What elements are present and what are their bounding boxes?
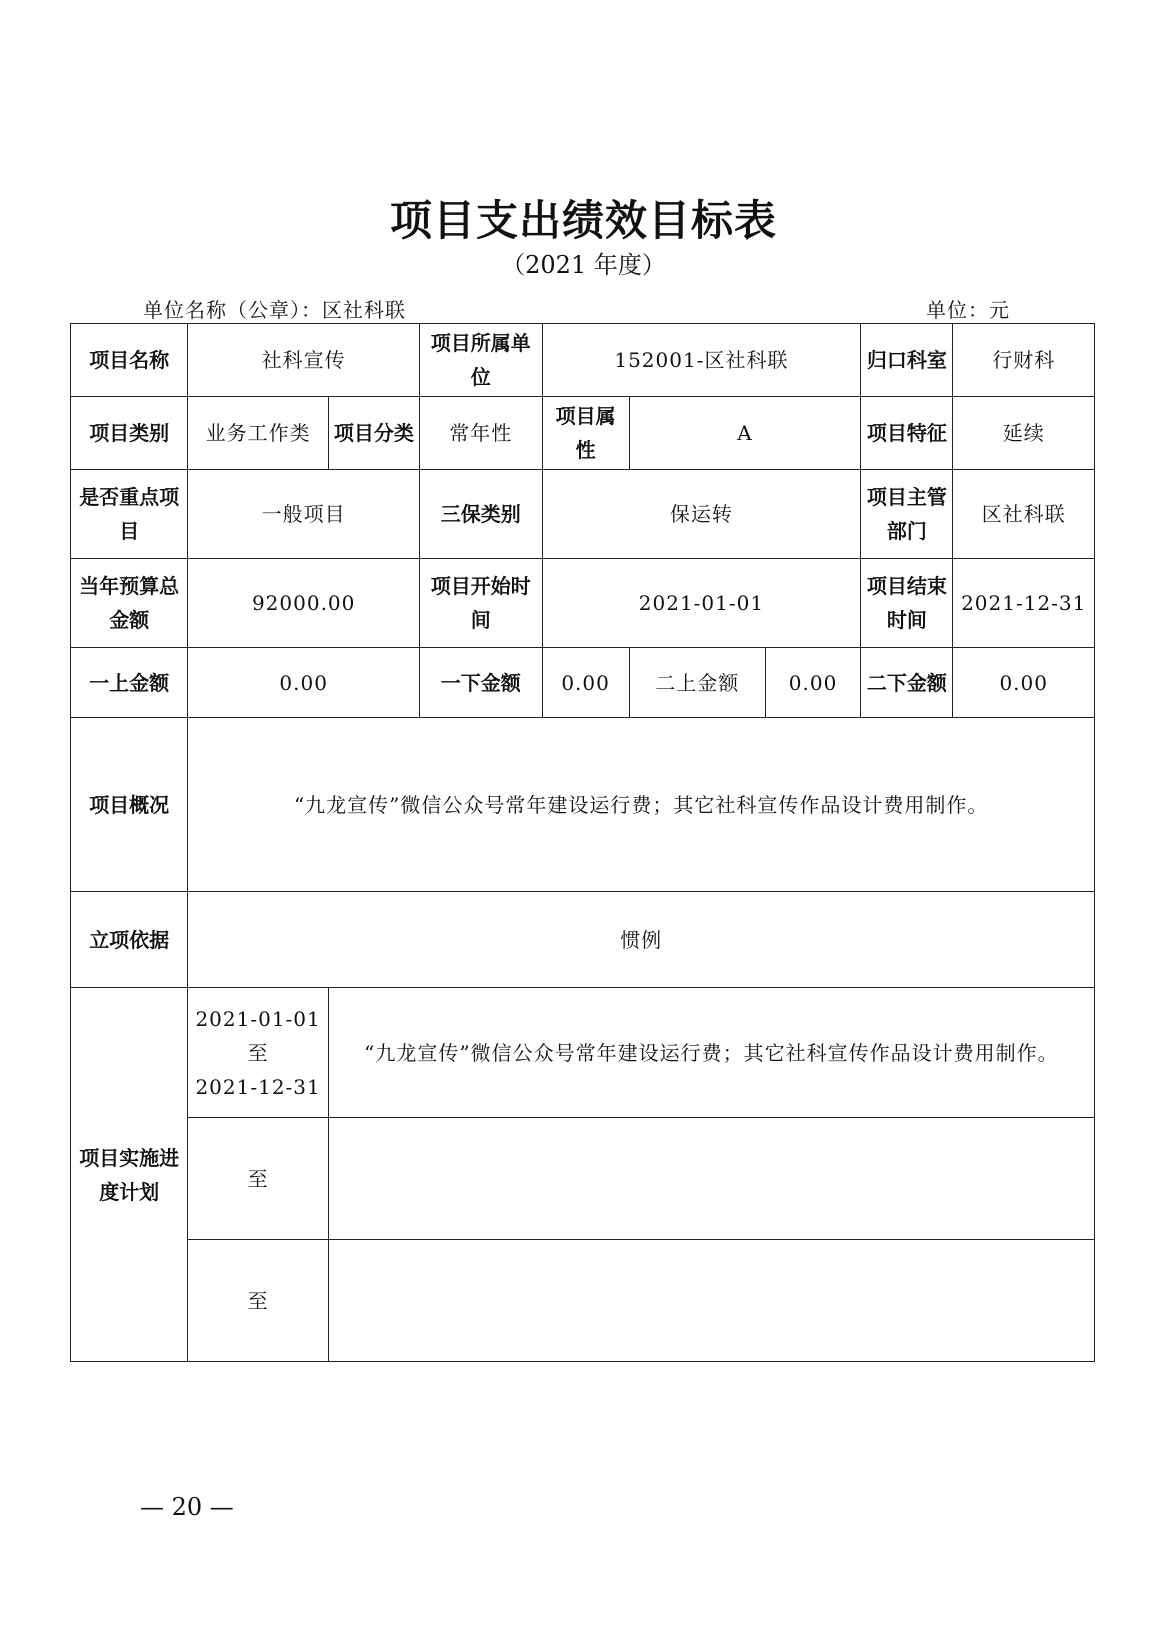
- down1-label: 一下金额: [419, 648, 542, 718]
- classification-value: 常年性: [419, 397, 542, 470]
- start-label: 项目开始时间: [419, 559, 542, 648]
- table-row: [71, 324, 1095, 397]
- table-row: [71, 988, 1095, 1118]
- attribute-value: A: [629, 397, 861, 470]
- manager-value: 区社科联: [953, 470, 1095, 559]
- project-unit-value: 152001-区社科联: [542, 324, 861, 397]
- schedule-period: [188, 988, 328, 1118]
- down1-value: 0.00: [542, 648, 629, 718]
- schedule-content: [328, 1240, 1094, 1362]
- project-name-value: 社科宣传: [188, 324, 420, 397]
- down2-value: 0.00: [953, 648, 1095, 718]
- project-unit-label: 项目所属单位: [419, 324, 542, 397]
- page-number: — 20 —: [140, 1493, 234, 1521]
- table-row: [71, 1240, 1095, 1362]
- is-key-label: 是否重点项目: [71, 470, 188, 559]
- table-row: [71, 470, 1095, 559]
- category-value: 业务工作类: [188, 397, 328, 470]
- classification-label: 项目分类: [328, 397, 419, 470]
- table-row: [71, 648, 1095, 718]
- basis-value: 惯例: [188, 892, 1095, 988]
- up2-label: 二上金额: [629, 648, 765, 718]
- budget-value: 92000.00: [188, 559, 420, 648]
- unit-name: 单位名称（公章）：区社科联: [143, 298, 406, 322]
- feature-label: 项目特征: [861, 397, 953, 470]
- dept-label: 归口科室: [861, 324, 953, 397]
- schedule-to-word: 至: [247, 1040, 269, 1065]
- schedule-label: 项目实施进度计划: [71, 988, 188, 1362]
- schedule-period: 至: [188, 1118, 328, 1240]
- schedule-until: 2021-12-31: [195, 1074, 321, 1099]
- basis-label: 立项依据: [71, 892, 188, 988]
- three-guarantee-value: 保运转: [542, 470, 861, 559]
- end-label: 项目结束时间: [861, 559, 953, 648]
- project-name-label: 项目名称: [71, 324, 188, 397]
- schedule-from: 2021-01-01: [195, 1006, 321, 1031]
- schedule-content: “九龙宣传”微信公众号常年建设运行费；其它社科宣传作品设计费用制作。: [328, 988, 1094, 1118]
- table-row: [71, 1118, 1095, 1240]
- budget-label: 当年预算总金额: [71, 559, 188, 648]
- dept-value: 行财科: [953, 324, 1095, 397]
- feature-value: 延续: [953, 397, 1095, 470]
- table-row: [71, 892, 1095, 988]
- currency-unit: 单位：元: [926, 298, 1010, 322]
- overview-label: 项目概况: [71, 718, 188, 892]
- table-row: [71, 397, 1095, 470]
- up2-value: 0.00: [765, 648, 860, 718]
- performance-target-table: [70, 323, 1095, 1362]
- start-value: 2021-01-01: [542, 559, 861, 648]
- schedule-content: [328, 1118, 1094, 1240]
- schedule-period: 至: [188, 1240, 328, 1362]
- is-key-value: 一般项目: [188, 470, 420, 559]
- down2-label: 二下金额: [861, 648, 953, 718]
- overview-value: “九龙宣传”微信公众号常年建设运行费；其它社科宣传作品设计费用制作。: [188, 718, 1095, 892]
- end-value: 2021-12-31: [953, 559, 1095, 648]
- table-row: [71, 718, 1095, 892]
- manager-label: 项目主管部门: [861, 470, 953, 559]
- table-row: [71, 559, 1095, 648]
- three-guarantee-label: 三保类别: [419, 470, 542, 559]
- document-year: （2021 年度）: [501, 251, 666, 279]
- up1-value: 0.00: [188, 648, 420, 718]
- category-label: 项目类别: [71, 397, 188, 470]
- up1-label: 一上金额: [71, 648, 188, 718]
- document-title: 项目支出绩效目标表: [389, 196, 777, 245]
- attribute-label: 项目属性: [542, 397, 629, 470]
